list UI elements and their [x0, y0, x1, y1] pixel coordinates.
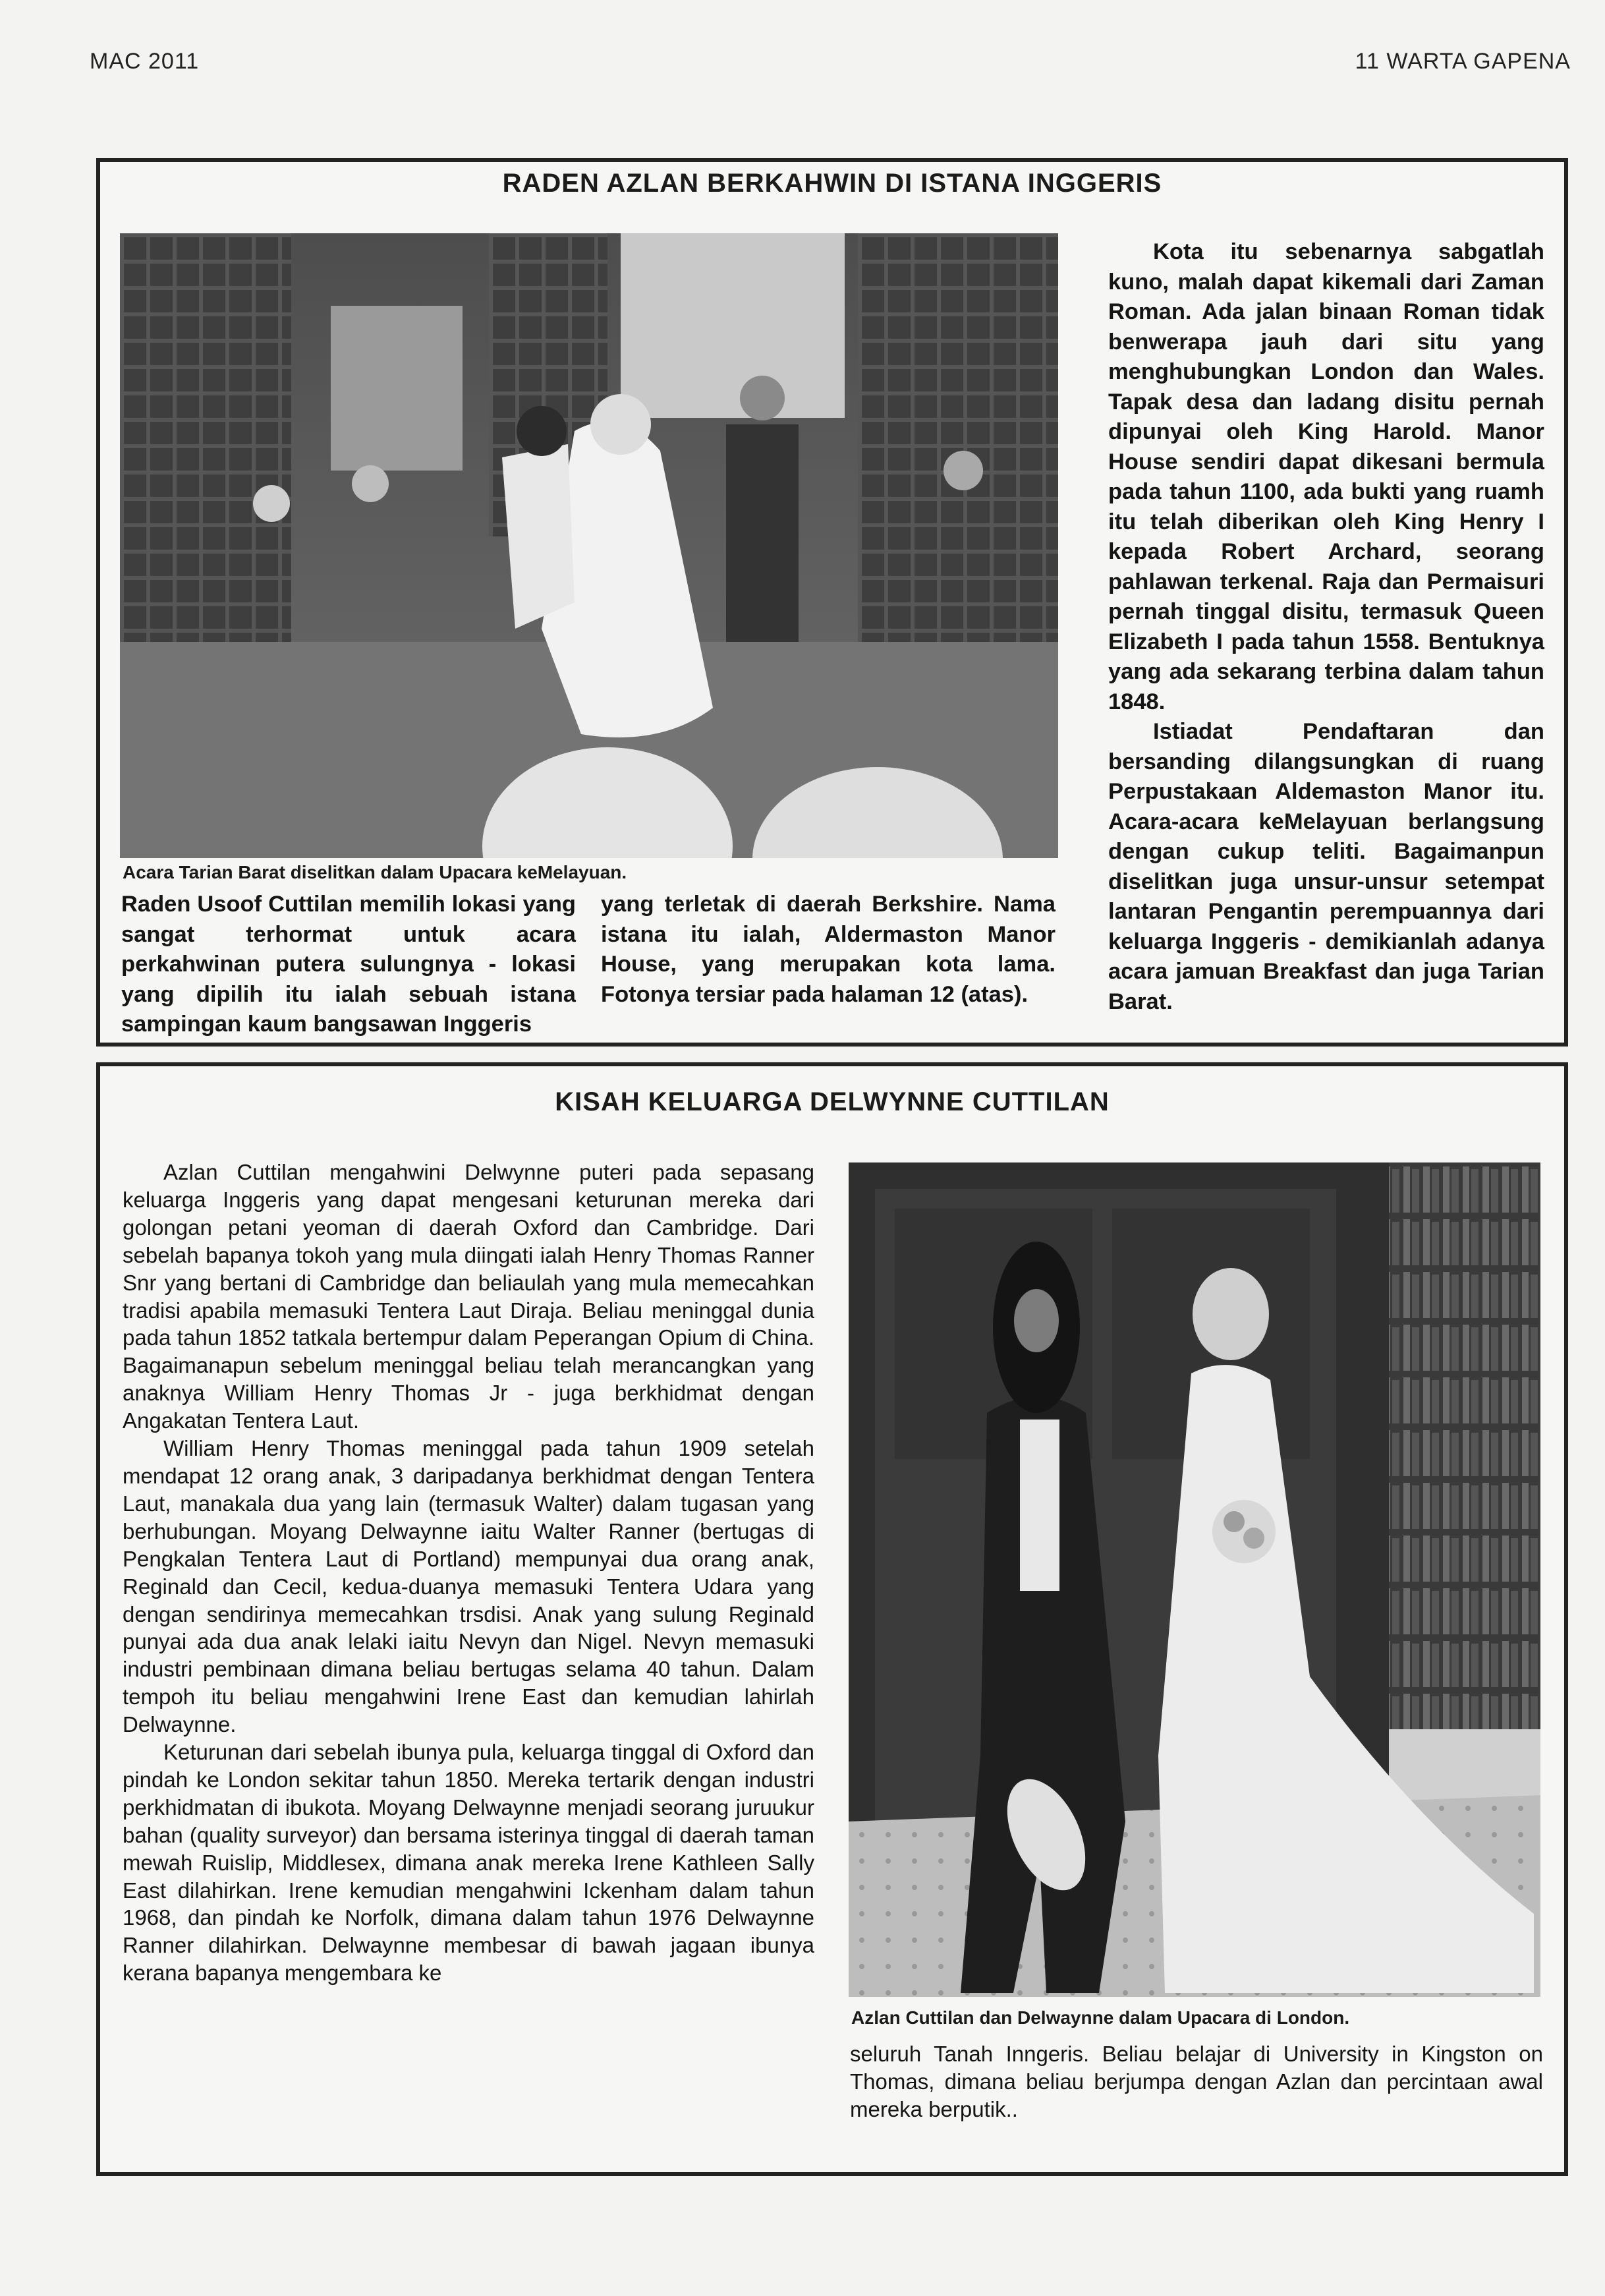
article-delwynne-family: [96, 1062, 1568, 2176]
article2-column-left: [123, 1159, 814, 1987]
article-raden-azlan: [96, 158, 1568, 1047]
article1-col-right-p2: Istiadat Pendaftaran dan bersanding dilangsungkan di ruang Perpustakaan Aldemaston Manor itu. Acara-acara keMelayuan berlangsung dengan cukup teliti. Bagaimanpun diselitkan juga unsur-unsur setempat lantaran Pengantin perempuannya dari keluarga Inggeris - demikianlah adanya acara jamuan Breakfast dan juga Tarian Barat.: [1108, 719, 1544, 1014]
couple-photo: [849, 1162, 1540, 1997]
article2-paragraph-1: Azlan Cuttilan mengahwini Delwynne puteri pada sepasang keluarga Inggeris yang dapat mengesani keturunan mereka dari golongan petani yeoman di daerah Oxford dan Cambridge. Dari sebelah bapanya tokoh yang mula diingati ialah Henry Thomas Ranner Snr yang bertani di Cambridge dan beliaulah yang mula memecahkan tradisi apabila memasuki Tentera Laut Diraja. Beliau meninggal dunia pada tahun 1852 tatkala bertempur dalam Peperangan Opium di China. Bagaimanapun sebelum meninggal beliau telah merancangkan yang anaknya William Henry Thomas Jr - juga berkhidmat dengan Angakatan Tentera Laut.: [123, 1160, 814, 1433]
article1-column-middle: [601, 890, 1056, 1010]
article1-col-mid-text: yang terletak di daerah Berkshire. Nama istana itu ialah, Aldermaston Manor House, yang merupakan kota lama. Fotonya tersiar pada halaman 12 (atas).: [601, 892, 1056, 1007]
article2-paragraph-2: William Henry Thomas meninggal pada tahun 1909 setelah mendapat 12 orang anak, 3 daripadanya berkhidmat dengan Tentera Laut, manakala dua yang lain (termasuk Walter) dalam tugasan yang berhubungan. Moyang Delwaynne iaitu Walter Ranner (bertugas di Pengkalan Tentera Laut di Portland) mempunyai dua orang anak, Reginald dan Cecil, kedua-duanya memasuki Tentera Udara yang dengan sendirinya memecahkan trsdisi. Anak yang sulung Reginald punyai ada dua anak lelaki iaitu Nevyn dan Nigel. Nevyn memasuki industri pembinaan dimana beliau bertugas selama 40 tahun. Dalam tempoh itu beliau mengahwini Irene East dan kemudian lahirlah Delwaynne.: [123, 1436, 814, 1737]
article1-column-left: [121, 890, 576, 1040]
dance-photo: [120, 233, 1058, 858]
article1-title: RADEN AZLAN BERKAHWIN DI ISTANA INGGERIS: [502, 169, 1162, 198]
article2-column-right: [850, 2040, 1543, 2123]
article1-photo-caption: Acara Tarian Barat diselitkan dalam Upacara keMelayuan.: [123, 862, 627, 882]
article2-paragraph-3: Keturunan dari sebelah ibunya pula, keluarga tinggal di Oxford dan pindah ke London sekitar tahun 1850. Mereka tertarik dengan industri perkhidmatan di ibukota. Moyang Delwaynne menjadi seorang juruukur bahan (quality surveyor) dan bersama isterinya tinggal di daerah taman mewah Ruislip, Middlesex, dimana anak mereka Irene Kathleen Sally East dilahirkan. Irene kemudian mengahwini Ickenham dalam tahun 1968, dan pindah ke Norfolk, dimana dalam tahun 1976 Delwaynne Ranner dilahirkan. Delwaynne membesar di bawah jagaan ibunya kerana bapanya mengembara ke: [123, 1740, 814, 1986]
article2-title: KISAH KELUARGA DELWYNNE CUTTILAN: [555, 1087, 1110, 1116]
article1-col-left-text: Raden Usoof Cuttilan memilih lokasi yang sangat terhormat untuk acara perkahwinan putera sulungnya - lokasi yang dipilih itu ialah sebuah istana sampingan kaum bangsawan Inggeris: [121, 892, 576, 1037]
article2-paragraph-right: seluruh Tanah Inngeris. Beliau belajar di University in Kingston on Thomas, dimana beliau berjumpa dengan Azlan dan percintaan awal mereka berputik..: [850, 2042, 1543, 2121]
page-number-publication: 11 WARTA GAPENA: [1355, 49, 1571, 74]
article2-photo-caption: Azlan Cuttilan dan Delwaynne dalam Upacara di London.: [851, 2007, 1350, 2028]
issue-date: MAC 2011: [90, 49, 200, 74]
article1-column-right: [1108, 237, 1544, 1017]
article1-col-right-p1: Kota itu sebenarnya sabgatlah kuno, malah dapat kikemali dari Zaman Roman. Ada jalan binaan Roman tidak benwerapa jauh dari situ yang menghubungkan London dan Wales. Tapak desa dan ladang disitu pernah dipunyai oleh King Harold. Manor House sendiri dapat dikesani bermula pada tahun 1100, ada bukti yang ruamh itu telah diberikan oleh King Henry I kepada Robert Archard, seorang pahlawan terkenal. Raja dan Permaisuri pernah tinggal disitu, termasuk Queen Elizabeth I pada tahun 1558. Bentuknya yang ada sekarang terbina dalam tahun 1848.: [1108, 239, 1544, 714]
